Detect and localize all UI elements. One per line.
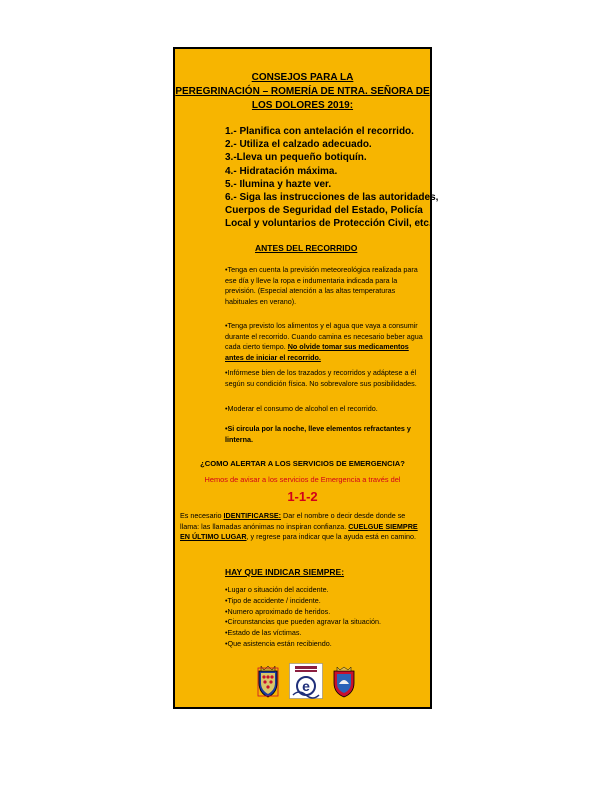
tip-item: 1.- Planifica con antelación el recorrido. (225, 126, 414, 137)
list-item: •Estado de las víctimas. (225, 628, 302, 638)
text-line: •Tenga en cuenta la previsión meteoreológica realizada para (225, 265, 418, 274)
text-line: linterna. (225, 434, 253, 444)
identify-emphasis: IDENTIFICARSE: (223, 511, 282, 520)
text-line: •Moderar el consumo de alcohol en el recorrido. (225, 404, 378, 413)
title-line: LOS DOLORES 2019: (251, 100, 354, 111)
tip-item: 3.-Lleva un pequeño botiquín. (225, 152, 367, 164)
text-line: •Infórmese bien de los trazados y recorridos y adáptese a él (225, 368, 417, 377)
poster-title (175, 71, 430, 113)
tips-list (225, 125, 439, 231)
tip-item: Local y voluntarios de Protección Civil, etc. (225, 218, 432, 230)
list-item: •Que asistencia están recibiendo. (225, 638, 332, 648)
hangup-emphasis-end: EN ÚLTIMO LUGAR (180, 532, 247, 541)
medication-warning-end: antes de iniciar el recorrido. (225, 352, 321, 362)
logo-row (175, 665, 430, 701)
text-span: , y regrese para indicar que la ayuda está en camino. (246, 532, 416, 541)
svg-text:e: e (302, 678, 310, 694)
text-line: •Si circula por la noche, lleve elementos refractantes y (225, 424, 411, 433)
antes-paragraph-weather (225, 265, 425, 307)
text-line: durante el recorrido. Cuando camina es necesario beber agua (225, 331, 423, 341)
tip-item: 5.- Ilumina y hazte ver. (225, 178, 332, 190)
text-line (225, 342, 425, 353)
antes-paragraph-night (225, 424, 425, 445)
antes-paragraph-alcohol (225, 404, 425, 415)
text-line: •Tenga previsto los alimentos y el agua que vaya a consumir (225, 321, 418, 330)
title-line: PEREGRINACIÓN – ROMERÍA DE NTRA. SEÑORA DE (175, 86, 430, 97)
tip-item: 2.- Utiliza el calzado adecuado. (225, 139, 372, 151)
antes-paragraph-routes (225, 368, 425, 389)
identify-paragraph (180, 511, 430, 543)
list-item: •Tipo de accidente / incidente. (225, 595, 321, 605)
list-item: •Circunstancias que pueden agravar la situación. (225, 617, 381, 627)
hay-heading: HAY QUE INDICAR SIEMPRE: (225, 567, 345, 577)
canarias-coat-of-arms-icon (255, 665, 281, 699)
title-line: CONSEJOS PARA LA (251, 72, 354, 83)
antes-paragraph-food (225, 321, 425, 363)
hay-list (225, 585, 381, 650)
tip-item: Cuerpos de Seguridad del Estado, Policía (225, 205, 423, 217)
text-line: previsión. (Especial atención a las altas temperaturas (225, 286, 396, 295)
text-line: según su condición física. No sobrevalore sus posibilidades. (225, 378, 417, 388)
antes-heading: ANTES DEL RECORRIDO (255, 243, 358, 253)
text-line: habituales en verano). (225, 296, 297, 306)
text-span: cada cierto tiempo. (225, 342, 288, 351)
text-line: ese día y lleve la ropa e indumentaria indicada para la (225, 275, 398, 285)
poster-panel (173, 47, 439, 709)
list-item: •Numero aproximado de heridos. (225, 606, 331, 616)
text-line (180, 532, 430, 543)
tip-item: 6.- Siga las instrucciones de las autoridades, (225, 192, 439, 204)
text-span: llama: las llamadas anónimas no inspiran confianza. (180, 521, 349, 531)
text-span: Es necesario (180, 511, 224, 520)
emergency-e-logo-icon (289, 663, 323, 699)
tip-item: 4.- Hidratación máxima. (225, 165, 338, 177)
text-span: Dar el nombre o decir desde donde se (281, 511, 406, 520)
list-item: •Lugar o situación del accidente. (225, 585, 329, 594)
emergency-instruction: Hemos de avisar a los servicios de Emergencia a través del (204, 475, 401, 484)
hangup-emphasis: CUELGUE SIEMPRE (348, 521, 418, 531)
municipal-coat-of-arms-icon (331, 666, 357, 698)
text-line (180, 522, 430, 533)
emergency-question: ¿COMO ALERTAR A LOS SERVICIOS DE EMERGENCIA? (200, 459, 405, 468)
medication-warning: No olvide tomar sus medicamentos (287, 342, 409, 351)
emergency-number: 1-1-2 (287, 489, 318, 504)
text-line (180, 511, 430, 522)
